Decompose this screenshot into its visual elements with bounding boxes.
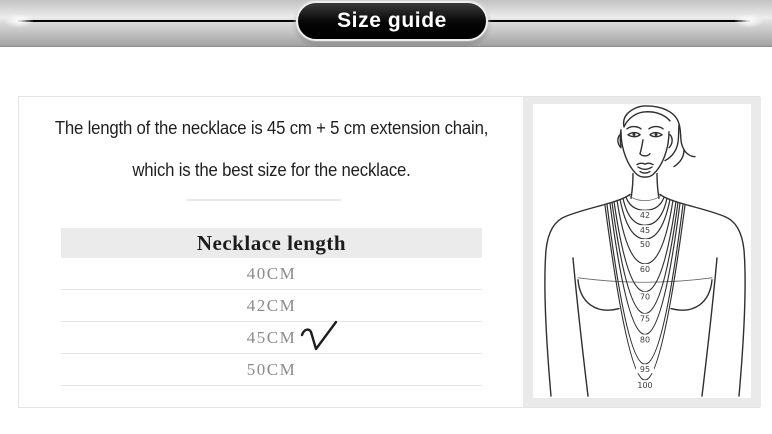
length-label-50: 50	[639, 240, 651, 250]
description-line1: The length of the necklace is 45 cm + 5 cm extension chain,	[54, 118, 489, 138]
content-panel	[18, 96, 760, 408]
page-title: Size guide	[337, 9, 447, 32]
size-label: 50CM	[246, 360, 297, 379]
shine-glint-left	[4, 14, 34, 28]
size-guide-badge	[296, 1, 488, 41]
necklace-diagram-canvas	[533, 104, 751, 398]
necklace-length-illustration	[533, 104, 751, 398]
length-label-80: 80	[639, 335, 651, 345]
header-bar	[0, 0, 772, 47]
size-label: 42CM	[246, 296, 297, 315]
table-row-50cm	[61, 354, 482, 386]
length-label-95: 95	[639, 365, 651, 375]
length-label-42: 42	[639, 211, 651, 221]
necklace-diagram-frame	[523, 97, 761, 407]
shine-glint-right	[734, 14, 764, 28]
length-label-70: 70	[639, 292, 651, 302]
table-header: Necklace length	[61, 228, 482, 258]
size-label: 45CM	[246, 328, 297, 347]
table-row-40cm	[61, 258, 482, 290]
length-label-45: 45	[639, 226, 651, 236]
description-line2: which is the best size for the necklace.	[132, 160, 411, 180]
length-label-60: 60	[639, 264, 651, 274]
length-label-100: 100	[637, 381, 653, 391]
length-label-75: 75	[639, 314, 651, 324]
checkmark-icon	[300, 319, 338, 355]
table-row-42cm	[61, 290, 482, 322]
description-text	[19, 107, 524, 191]
size-label: 40CM	[246, 264, 297, 283]
table-row-45cm	[61, 322, 482, 354]
necklace-length-table	[61, 228, 482, 386]
decorative-underline	[186, 199, 341, 201]
